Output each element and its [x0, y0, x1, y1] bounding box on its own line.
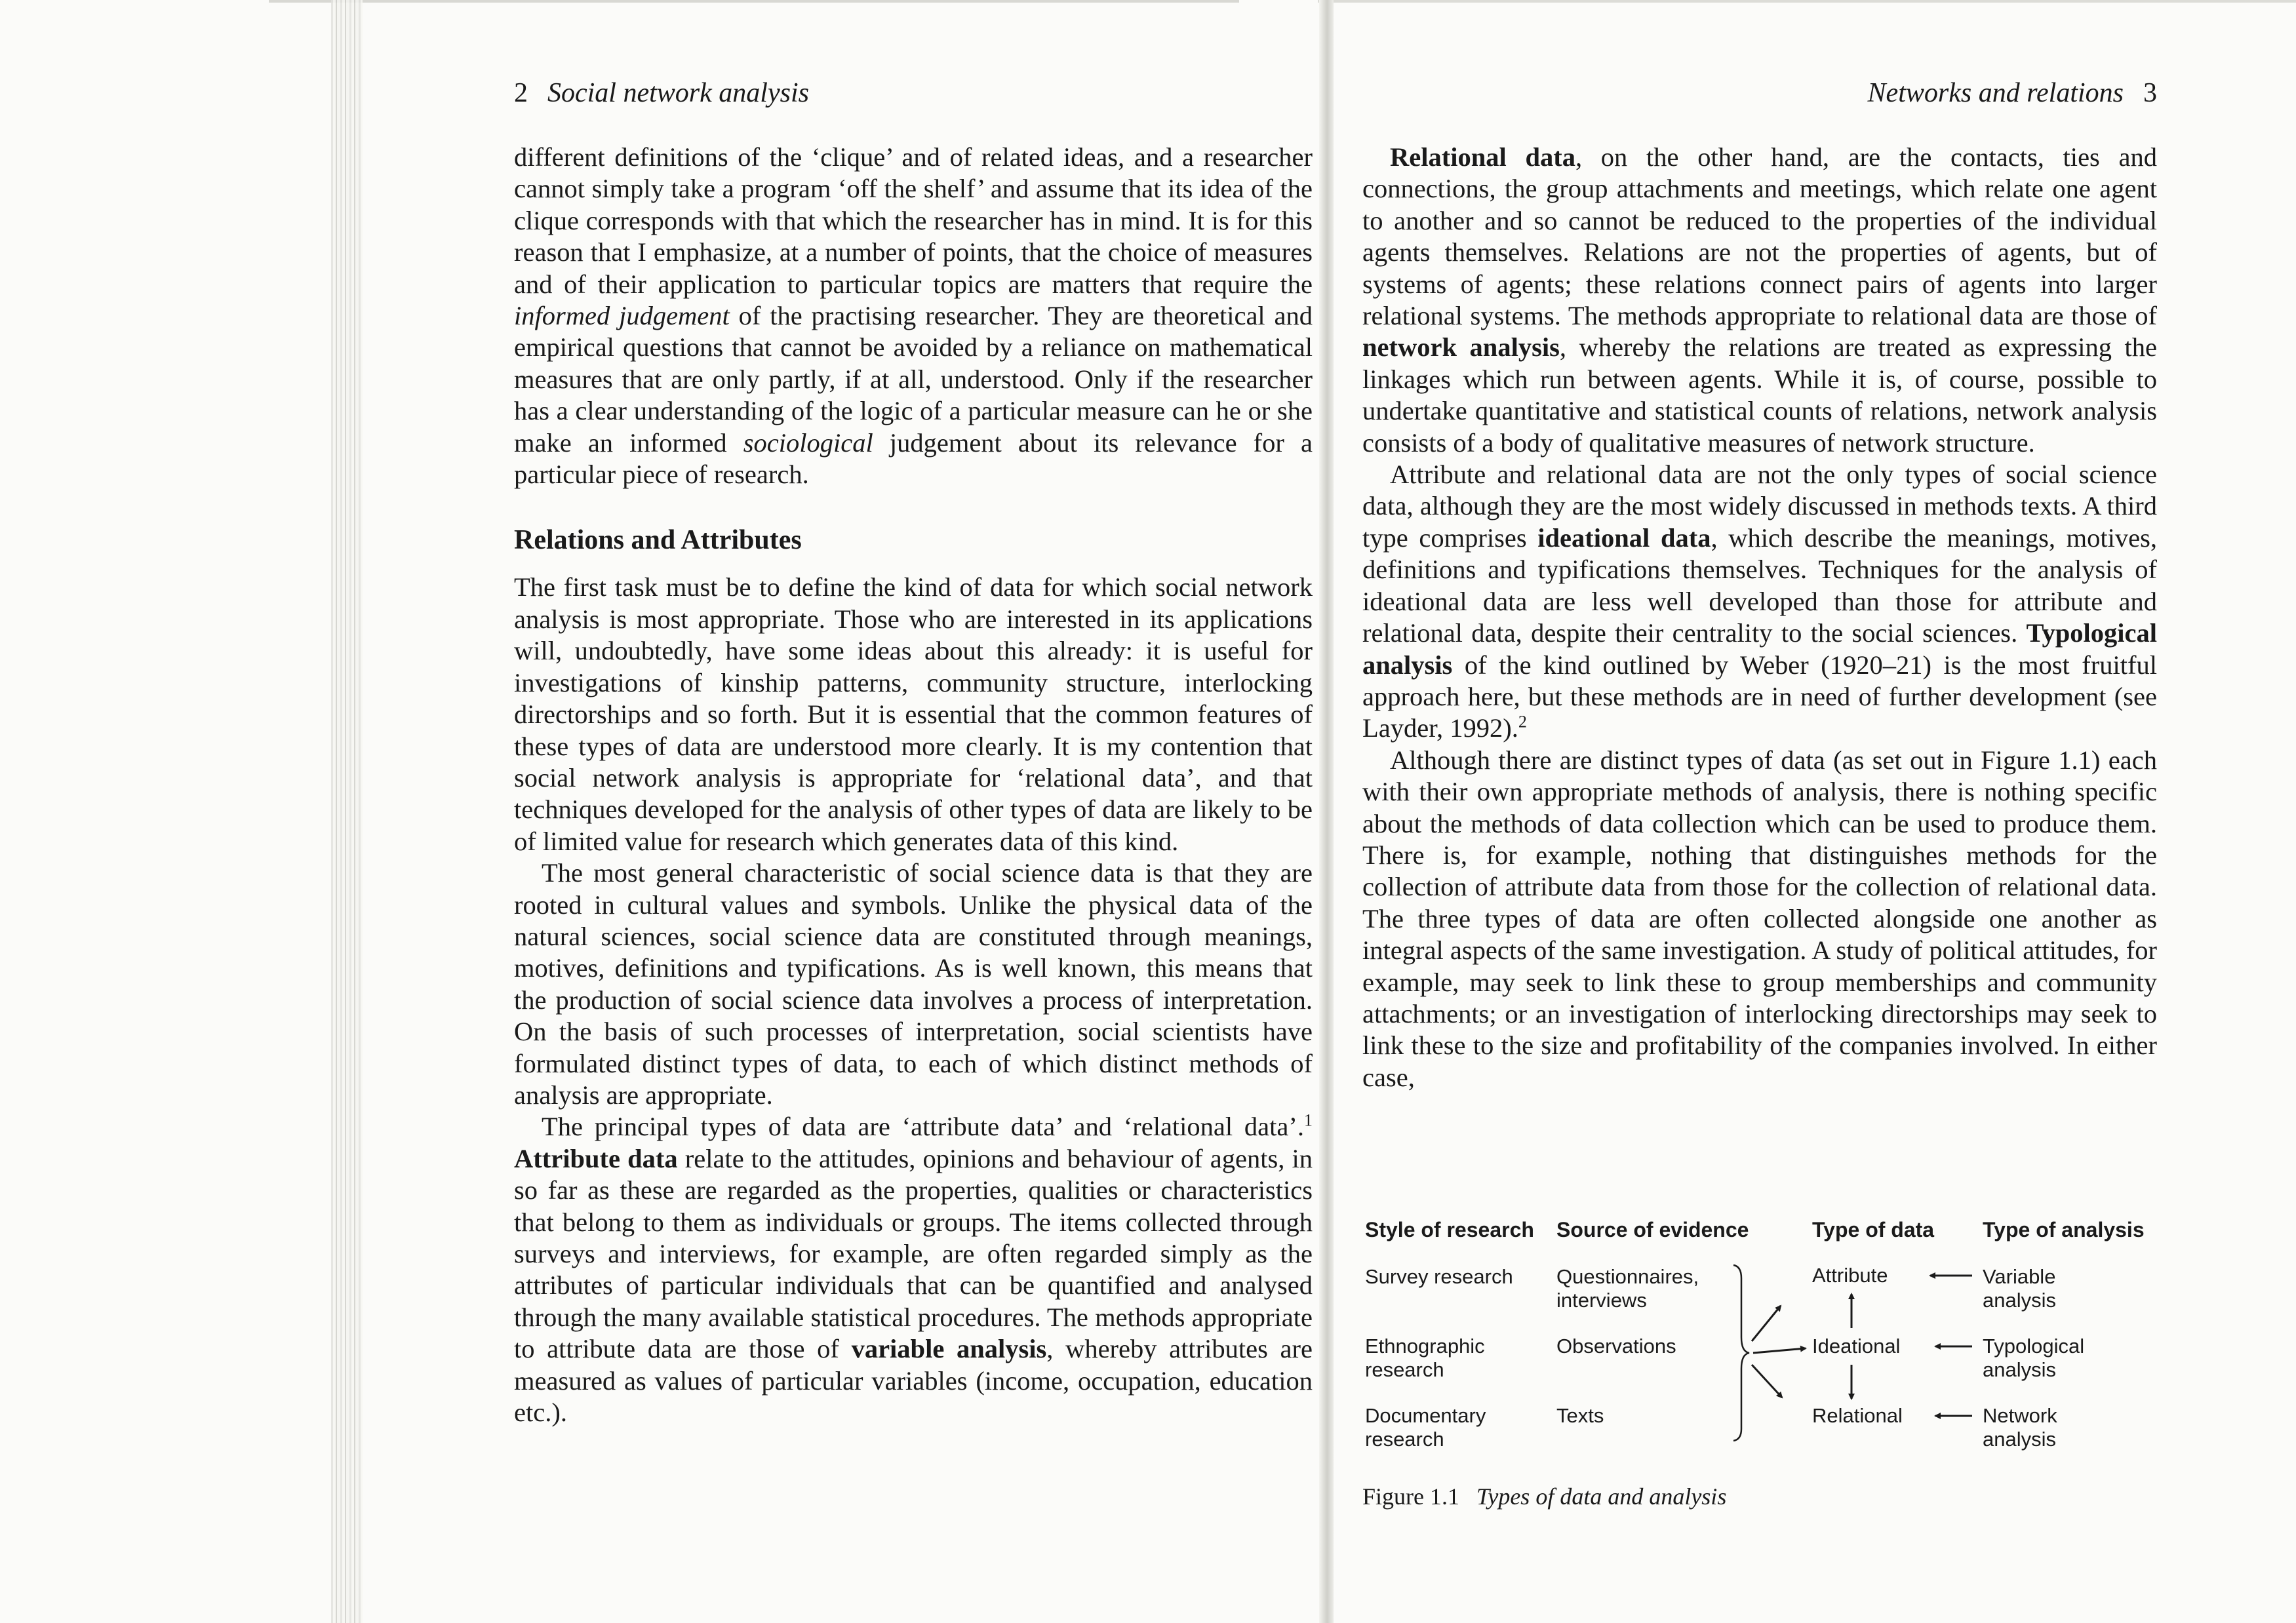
book-gutter [1319, 0, 1334, 1623]
fig-source-questionnaires: Questionnaires, interviews [1556, 1265, 1699, 1312]
fig-data-relational: Relational [1812, 1404, 1903, 1427]
fig-data-ideational: Ideational [1812, 1335, 1901, 1358]
figure-caption-label: Figure 1.1 [1362, 1483, 1459, 1510]
right-body-text [1362, 142, 2157, 1093]
footnote-marker-2: 2 [1518, 712, 1527, 732]
fig-style-survey: Survey research [1365, 1265, 1513, 1288]
left-paragraph-4: The principal types of data are ‘attribute data’ and ‘relational data’.$^1$ Attribute data relate to the attitudes, opinions and behaviour of agents, in so far as these are regarded as the properties, qualities or characteristics that belong to them as individuals or groups. The items collected through surveys and interviews, for example, are often regarded simply as the attributes of particular individuals that can be quantified and analysed through the many available statistical procedures. The methods appropriate to attribute data are those of variable analysis, whereby attributes are measured as values of particular variables (income, occupation, education etc.). [514, 1110, 1313, 1428]
left-running-head [514, 73, 1313, 113]
right-paragraph-2: Attribute and relational data are not the only types of social science data, although they are the most widely discussed in methods texts. A third type comprises ideational data, which describe the meanings, motives, definitions and typifications themselves. Techniques for the analysis of ideational data are less well developed than those for attribute and relational data, despite their centrality to the social sciences. Typological analysis of the kind outlined by Weber (1920–21) is the most fruitful approach here, but these methods are in need of further development (see Layder, 1992).$^2$ [1362, 460, 2158, 743]
fig-arrows [1362, 1213, 2169, 1468]
book-spine-edge [331, 0, 363, 1623]
figure-caption [1362, 1483, 1952, 1510]
left-paragraph-1: different definitions of the ‘clique’ and of related ideas, and a researcher cannot simply take a program ‘off the shelf’ and assume that its idea of the clique corresponds with that which the researcher has in mind. It is for this reason that I emphasize, at a number of points, that the choice of measures and of their application to particular topics are matters that require the informed judgement of the practising researcher. They are theoretical and empirical questions that cannot be avoided by a reliance on mathematical measures that are only partly, if at all, understood. Only if the researcher has a clear understanding of the logic of a particular measure can he or she make an informed sociological judgement about its relevance for a particular piece of research. [514, 142, 1313, 490]
fig-data-attribute: Attribute [1812, 1264, 1888, 1287]
fig-arrow-to-attribute [1752, 1306, 1781, 1341]
fig-header-data: Type of data [1812, 1218, 1935, 1242]
figure-caption-title: Types of data and analysis [1476, 1483, 1727, 1510]
scan-edge-top-right [1318, 0, 2296, 3]
footnote-marker-1: 1 [1304, 1110, 1313, 1130]
fig-header-style: Style of research [1365, 1218, 1534, 1242]
right-paragraph-1: Relational data, on the other hand, are the contacts, ties and connections, the group attachments and meetings, which relate one agent to another and so cannot be reduced to the properties of the individual agents themselves. Relations are not the properties of agents, but of systems of agents; these relations connect pairs of agents into larger relational systems. The methods appropriate to relational data are those of network analysis, whereby the relations are treated as expressing the linkages which run between agents. While it is, of course, possible to undertake quantitative and statistical counts of relations, network analysis consists of a body of qualitative measures of network structure. [1362, 142, 2158, 458]
left-paragraph-3: The most general characteristic of social science data is that they are rooted in cultural values and symbols. Unlike the physical data of the natural sciences, social science data are constituted through meanings, motives, definitions and typifications. As is well known, this means that the production of social science data involves a process of interpretation. On the basis of such processes of interpretation, social scientists have formulated distinct types of data, to each of which distinct methods of analysis are appropriate. [514, 858, 1313, 1110]
left-page-number: 2 [514, 78, 528, 108]
fig-style-documentary: Documentary research [1365, 1404, 1486, 1451]
right-running-head [1362, 73, 2157, 113]
fig-style-ethnographic: Ethnographic research [1365, 1335, 1485, 1381]
right-paragraph-3: Although there are distinct types of data (as set out in Figure 1.1) each with their own appropriate methods of analysis, there is nothing specific about the methods of data collection which can be used to produce them. There is, for example, nothing that distinguishes methods for the collection of attribute data from those for the collection of relational data. The three types of data are often collected alongside one another as integral aspects of the same investigation. A study of political attitudes, for example, may seek to link these to group memberships and community attachments; or an investigation of interlocking directorships may seek to link these to the size and profitability of the companies involved. In either case, [1362, 745, 2157, 1092]
fig-brace [1733, 1265, 1749, 1441]
fig-analysis-network: Network analysis [1983, 1404, 2057, 1451]
fig-arrow-to-relational [1752, 1365, 1782, 1398]
section-heading: Relations and Attributes [514, 525, 802, 556]
fig-header-source: Source of evidence [1556, 1218, 1749, 1242]
fig-header-analysis: Type of analysis [1983, 1218, 2145, 1242]
fig-analysis-variable: Variable analysis [1983, 1265, 2056, 1312]
fig-source-texts: Texts [1556, 1404, 1604, 1427]
scan-edge-top-left [269, 0, 1239, 3]
fig-analysis-typological: Typological analysis [1983, 1335, 2085, 1381]
left-paragraph-2: The first task must be to define the kind of data for which social network analysis is most appropriate. Those who are interested in its applications will, undoubtedly, have some ideas about this already: it is useful for investigations of kinship patterns, community structure, interlocking directorships and so forth. But it is essential that the common features of these types of data are understood more clearly. It is my contention that social network analysis is appropriate for ‘relational data’, and that techniques developed for the analysis of other types of data are likely to be of limited value for research which generates data of this kind. [514, 572, 1313, 856]
fig-arrow-to-ideational [1753, 1348, 1806, 1353]
right-running-title: Networks and relations [1867, 78, 2124, 108]
fig-source-observations: Observations [1556, 1335, 1676, 1358]
left-body-text [514, 142, 1313, 1428]
figure-types-of-data [1362, 1213, 2169, 1468]
left-running-title: Social network analysis [547, 78, 809, 108]
right-page-number: 3 [2143, 78, 2157, 108]
